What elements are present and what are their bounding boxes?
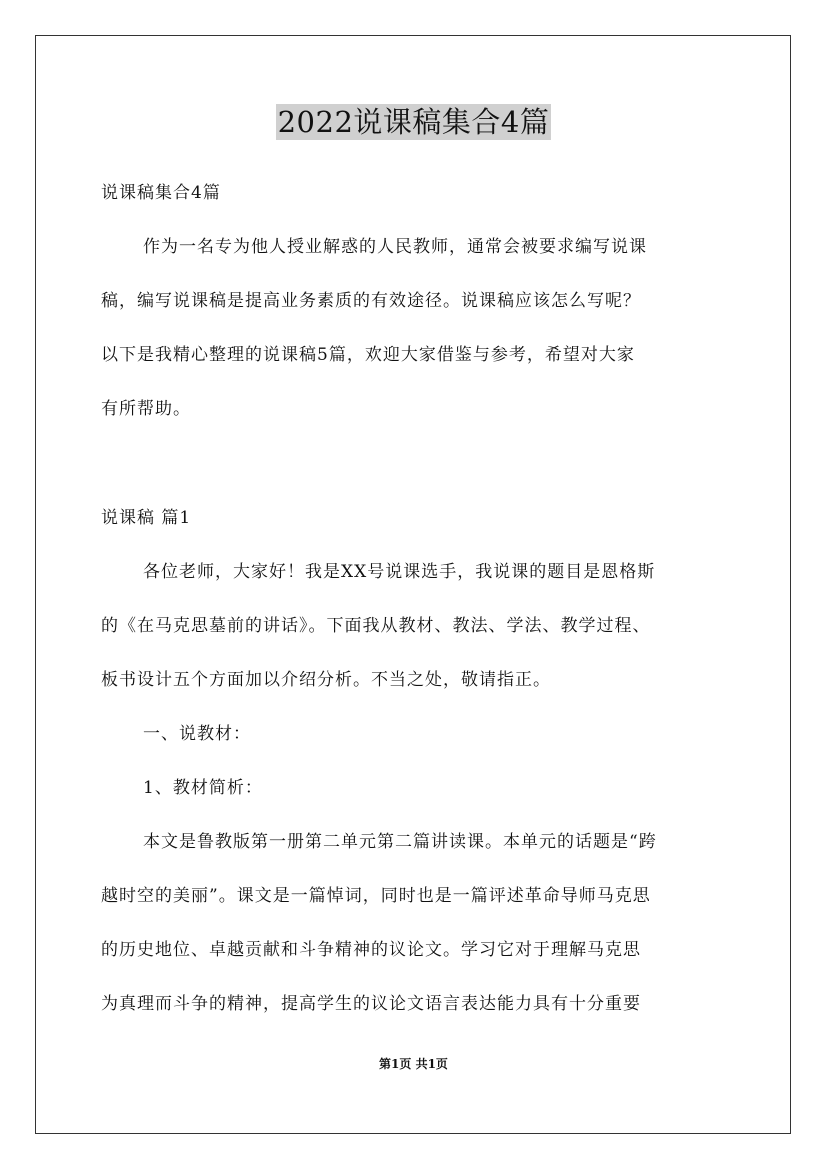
subheading-line: 一、说教材： — [143, 724, 251, 744]
title-block — [0, 104, 827, 140]
paragraph-line: 稿，编写说课稿是提高业务素质的有效途径。说课稿应该怎么写呢？ — [101, 291, 641, 311]
section-heading: 说课稿 篇1 — [101, 508, 192, 528]
subheading-line: 1、教材简析： — [143, 778, 263, 798]
paragraph-line: 以下是我精心整理的说课稿5篇，欢迎大家借鉴与参考，希望对大家 — [101, 345, 635, 365]
paragraph-line: 的《在马克思墓前的讲话》。下面我从教材、教法、学法、教学过程、 — [101, 616, 651, 636]
page-footer — [0, 1056, 827, 1072]
page-number: 第1页 共1页 — [379, 1057, 448, 1071]
document-title: 2022说课稿集合4篇 — [277, 105, 550, 139]
paragraph-line: 越时空的美丽”。课文是一篇悼词，同时也是一篇评述革命导师马克思 — [101, 886, 651, 906]
paragraph-line: 的历史地位、卓越贡献和斗争精神的议论文。学习它对于理解马克思 — [101, 940, 641, 960]
paragraph-line: 板书设计五个方面加以介绍分析。不当之处，敬请指正。 — [101, 670, 551, 690]
paragraph-line: 本文是鲁教版第一册第二单元第二篇讲读课。本单元的话题是“跨 — [143, 832, 657, 852]
subtitle-line: 说课稿集合4篇 — [101, 183, 221, 203]
paragraph-line: 有所帮助。 — [101, 399, 191, 419]
paragraph-line: 各位老师，大家好！我是XX号说课选手，我说课的题目是恩格斯 — [143, 562, 656, 582]
paragraph-line: 作为一名专为他人授业解惑的人民教师，通常会被要求编写说课 — [143, 237, 647, 257]
paragraph-line: 为真理而斗争的精神，提高学生的议论文语言表达能力具有十分重要 — [101, 994, 641, 1014]
